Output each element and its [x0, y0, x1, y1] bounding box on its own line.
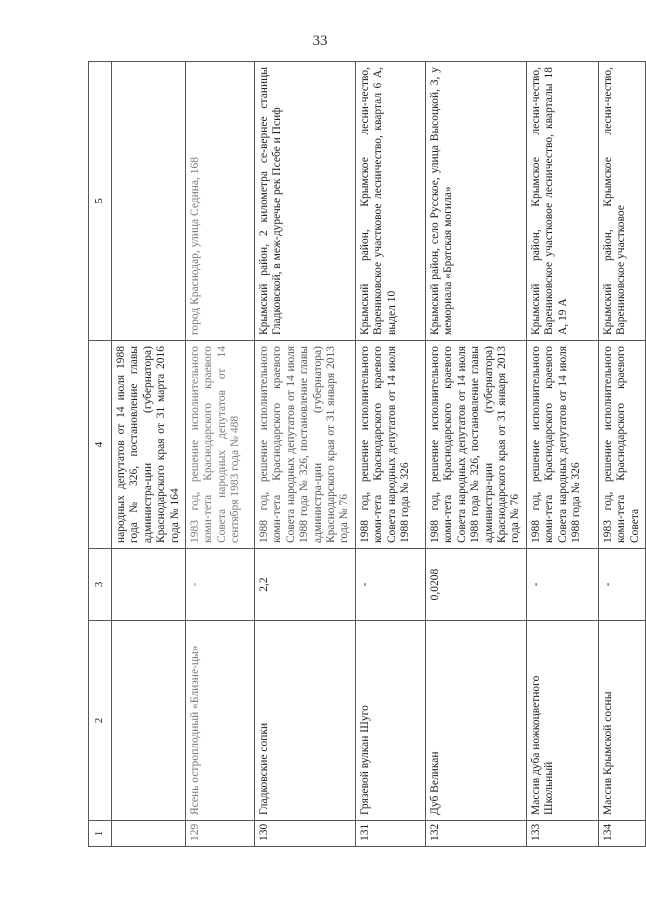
- object-location: [112, 62, 186, 341]
- object-name: [112, 621, 186, 821]
- object-location: Крымский район, Крымское лесни-чество, Варениковское участковое лесничество, кварталы 18 А, 19 А: [526, 62, 598, 341]
- table-row: [425, 62, 526, 847]
- page-number: 33: [312, 33, 328, 49]
- object-area: 2,2: [255, 549, 356, 621]
- column-header-4: 4: [89, 341, 112, 549]
- table-row: [598, 62, 645, 847]
- row-number: 133: [526, 821, 598, 847]
- object-location: Крымский район, Крымское лесни-чество, Варениковское участковое лесничество, квартал 6 А, выдел 10: [355, 62, 425, 341]
- object-area: -: [526, 549, 598, 621]
- founding-document: 1988 год, решение исполнительного коми-тета Краснодарского краевого Совета народных депутатов от 14 июля 1988 года № 326: [526, 341, 598, 549]
- object-location: Крымский район, село Русское, улица Высоцкой, 3, у мемориала «Братская могила»: [425, 62, 526, 341]
- founding-document: 1983 год, решение исполнительного коми-тета Краснодарского краевого Совета народных депутатов от 14 сентября 1983 года № 488: [186, 341, 255, 549]
- row-number: [112, 821, 186, 847]
- table-row: [355, 62, 425, 847]
- founding-document: 1988 год, решение исполнительного коми-тета Краснодарского краевого Совета народных депутатов от 14 июля 1988 года № 326, постановление главы администра-ции (губернатора) Краснодарского края от 31 января 2013 года № 76: [425, 341, 526, 549]
- object-area: -: [598, 549, 645, 621]
- object-name: Гладковские сопки: [255, 621, 356, 821]
- object-area: -: [186, 549, 255, 621]
- table-row: [255, 62, 356, 847]
- object-name: Массив дуба ножкоцветного Школьный: [526, 621, 598, 821]
- object-location: город Краснодар, улица Седина, 168: [186, 62, 255, 341]
- table-row: [186, 62, 255, 847]
- object-location: Крымский район, Крымское лесни-чество, Варениковское участковое: [598, 62, 645, 341]
- founding-document: 1988 год, решение исполнительного коми-тета Краснодарского краевого Совета народных депутатов от 14 июля 1988 года № 326: [355, 341, 425, 549]
- founding-document: народных депутатов от 14 июля 1988 года № 326, постановление главы администра-ции (губернатора) Краснодарского края от 31 марта 2016 года № 164: [112, 341, 186, 549]
- object-area: [112, 549, 186, 621]
- table-row: [526, 62, 598, 847]
- row-number: 130: [255, 821, 356, 847]
- column-header-1: 1: [89, 821, 112, 847]
- column-header-5: 5: [89, 62, 112, 341]
- rotated-page-content: [88, 62, 639, 847]
- founding-document: 1983 год, решение исполнительного коми-тета Краснодарского краевого Совета: [598, 341, 645, 549]
- object-name: Дуб Великан: [425, 621, 526, 821]
- table-row: [112, 62, 186, 847]
- row-number: 132: [425, 821, 526, 847]
- founding-document: 1988 год, решение исполнительного коми-тета Краснодарского краевого Совета народных депутатов от 14 июля 1988 года № 326, постановление главы администра-ции (губернатора) Краснодарского края от 31 января 2013 года № 76: [255, 341, 356, 549]
- object-location: Крымский район, 2 километра се-вернее станицы Гладковской, в меж-дуречье рек Псебе и Псиф: [255, 62, 356, 341]
- column-header-3: 3: [89, 549, 112, 621]
- object-name: Ясень остроплодный «Близне-цы»: [186, 621, 255, 821]
- table-header-row: [89, 62, 112, 847]
- row-number: 134: [598, 821, 645, 847]
- row-number: 131: [355, 821, 425, 847]
- rotated-table-container: [88, 62, 639, 847]
- column-header-2: 2: [89, 621, 112, 821]
- monuments-table: [88, 61, 646, 847]
- object-area: -: [355, 549, 425, 621]
- object-name: Грязевой вулкан Шуго: [355, 621, 425, 821]
- object-name: Массив Крымской сосны: [598, 621, 645, 821]
- object-area: 0,0208: [425, 549, 526, 621]
- row-number: 129: [186, 821, 255, 847]
